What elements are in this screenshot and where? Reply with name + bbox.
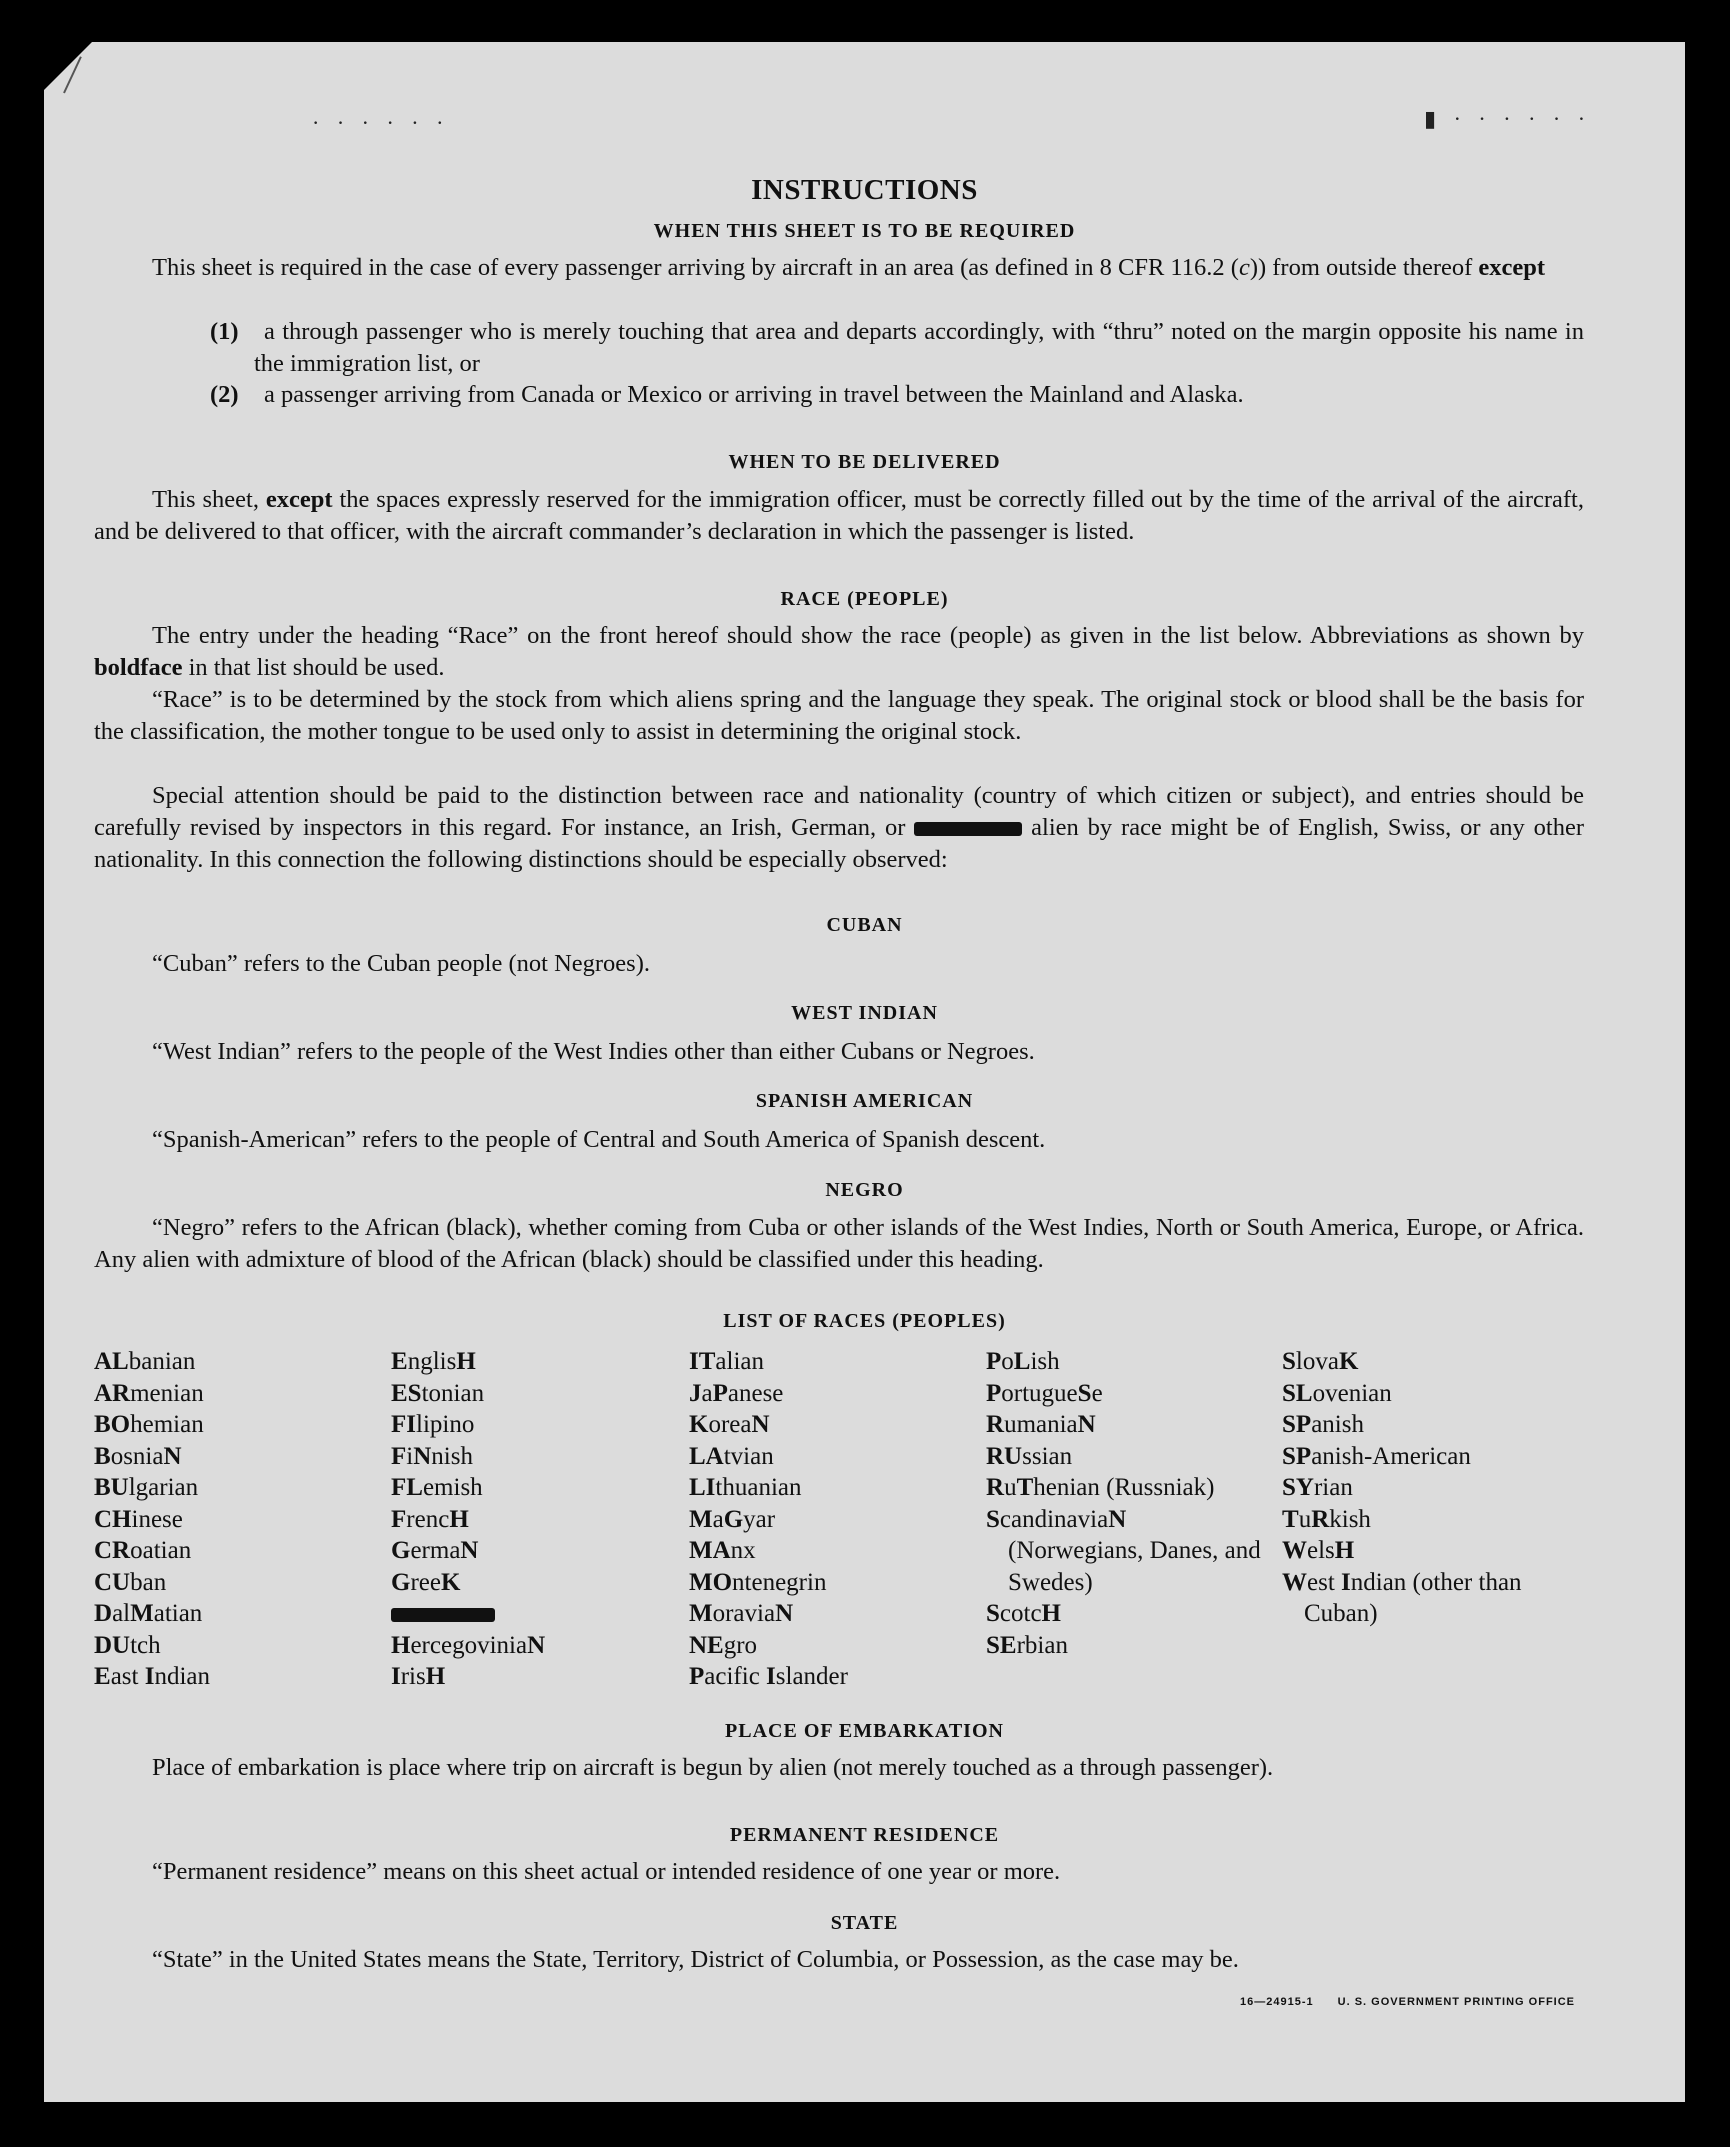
race-abbreviation: RU <box>986 1442 1023 1470</box>
race-entry <box>94 1346 384 1378</box>
race-entry <box>94 1378 384 1410</box>
race-entry <box>391 1598 681 1630</box>
race-entry <box>1282 1567 1552 1630</box>
race-name-text: acific <box>704 1663 767 1690</box>
race-name-text: alian <box>715 1348 764 1375</box>
list-number: (2) <box>210 381 239 408</box>
race-name-text: (Norwegians, Danes, and Swedes) <box>1008 1537 1261 1596</box>
race-abbreviation: BO <box>94 1411 131 1438</box>
race-name-text: renc <box>406 1505 450 1533</box>
race-name-text: ree <box>410 1568 441 1596</box>
race-abbreviation: R <box>986 1474 1005 1501</box>
race-entry <box>689 1504 979 1536</box>
race-name-text: henian (Russniak) <box>1033 1474 1215 1501</box>
heading-state: STATE <box>830 1912 899 1934</box>
races-column-4 <box>986 1346 1266 1661</box>
race-abbreviation: FI <box>391 1411 416 1438</box>
race-name-text: tonian <box>421 1379 485 1407</box>
race-abbreviation: NE <box>689 1631 724 1659</box>
race-name-text: anish-American <box>1311 1442 1471 1470</box>
race-abbreviation: AR <box>94 1379 131 1407</box>
race-entry <box>689 1630 979 1662</box>
race-name-text: menian <box>130 1379 204 1407</box>
race-name-text: cotc <box>999 1600 1042 1627</box>
race-entry <box>391 1409 681 1441</box>
race-abbreviation: T <box>1282 1505 1299 1533</box>
race-entry <box>391 1535 681 1567</box>
race-abbreviation: D <box>94 1600 113 1627</box>
race-abbreviation: B <box>94 1442 111 1470</box>
race-abbreviation: R <box>1311 1505 1330 1533</box>
race-name-text: tvian <box>723 1442 774 1470</box>
race-entry <box>689 1567 979 1599</box>
race-entry <box>1282 1346 1552 1378</box>
race-name-text: ercegovinia <box>410 1631 528 1659</box>
race-entry <box>391 1567 681 1599</box>
race-name-text: tch <box>130 1631 161 1659</box>
race-entry <box>391 1441 681 1473</box>
race-entry <box>1282 1504 1552 1536</box>
race-abbreviation: CH <box>94 1505 132 1533</box>
race-abbreviation: DU <box>94 1631 131 1659</box>
race-abbreviation: K <box>689 1411 709 1438</box>
spanish-american-paragraph: “Spanish-American” refers to the people of Central and South America of Spanish descent. <box>152 1126 1046 1153</box>
race-entry <box>986 1409 1266 1441</box>
heading-race: RACE (PEOPLE) <box>780 588 949 610</box>
race-abbreviation: J <box>689 1379 702 1407</box>
race-name-text: rbian <box>1016 1631 1068 1659</box>
race-entry <box>94 1661 384 1693</box>
race-entry <box>689 1472 979 1504</box>
race-name-text: ban <box>130 1568 167 1596</box>
race-entry <box>391 1472 681 1504</box>
race-abbreviation: H <box>391 1631 411 1659</box>
race-entry <box>94 1472 384 1504</box>
race-name-text: oatian <box>130 1537 192 1564</box>
embarkation-paragraph: Place of embarkation is place where trip on aircraft is begun by alien (not merely touched as a through passenger). <box>152 1754 1274 1781</box>
race-abbreviation: MA <box>689 1537 731 1564</box>
exception-item: a passenger arriving from Canada or Mexico or arriving in travel between the Mainland and Alaska. <box>264 381 1244 408</box>
race-abbreviation: ES <box>391 1379 422 1407</box>
race-abbreviation: I <box>391 1663 401 1690</box>
heading-negro: NEGRO <box>825 1179 904 1201</box>
race-abbreviation: H <box>449 1505 469 1533</box>
race-name-text: ast <box>110 1663 145 1690</box>
race-name-text: lova <box>1295 1348 1339 1375</box>
race-abbreviation: G <box>391 1537 411 1564</box>
heading-west-indian: WEST INDIAN <box>791 1002 938 1024</box>
race-abbreviation: P <box>712 1379 728 1407</box>
race-abbreviation: P <box>689 1663 705 1690</box>
race-abbreviation: CU <box>94 1568 131 1596</box>
race-abbreviation: BU <box>94 1474 129 1501</box>
race-abbreviation: S <box>986 1600 1000 1627</box>
race-abbreviation: W <box>1282 1537 1307 1564</box>
race-name-text: inese <box>131 1505 183 1533</box>
race-abbreviation: M <box>689 1505 713 1533</box>
race-abbreviation: G <box>723 1505 744 1533</box>
list-number: (1) <box>210 318 239 345</box>
race-name-text: umania <box>1004 1411 1078 1438</box>
race-name-text: lgarian <box>128 1474 199 1501</box>
heading-spanish-american: SPANISH AMERICAN <box>755 1090 974 1112</box>
race-paragraph-1: The entry under the heading “Race” on the front hereof should show the race (people) as given in the list below. Abbreviations as shown by boldface in that list should be used. <box>94 622 1584 681</box>
redaction-mark <box>391 1608 495 1622</box>
race-abbreviation: L <box>1013 1348 1031 1375</box>
race-abbreviation: SE <box>986 1631 1017 1659</box>
race-entry <box>94 1598 384 1630</box>
heading-embarkation: PLACE OF EMBARKATION <box>725 1720 1004 1742</box>
west-indian-paragraph: “West Indian” refers to the people of the West Indies other than either Cubans or Negroes. <box>152 1038 1035 1065</box>
race-abbreviation: FL <box>391 1474 423 1501</box>
footer-imprint <box>1216 1996 1575 2008</box>
race-abbreviation: H <box>425 1663 446 1690</box>
race-name-text: emish <box>422 1474 483 1501</box>
race-entry <box>391 1630 681 1662</box>
race-abbreviation: CR <box>94 1537 131 1564</box>
race-abbreviation: SP <box>1282 1411 1312 1438</box>
race-abbreviation: AL <box>94 1348 129 1375</box>
race-entry <box>689 1441 979 1473</box>
scan-specks-left: · · · · · · <box>312 110 450 135</box>
document-page <box>44 42 1685 2102</box>
exception-item: a through passenger who is merely touching that area and departs accordingly, with “thru” noted on the margin opposite his name in the immigration list, or <box>254 318 1584 377</box>
race-name-text: lipino <box>416 1411 475 1438</box>
race-entry <box>986 1441 1266 1473</box>
race-entry <box>1282 1378 1552 1410</box>
race-abbreviation: S <box>1077 1379 1092 1407</box>
race-abbreviation: N <box>1108 1505 1127 1533</box>
race-abbreviation: SP <box>1282 1442 1312 1470</box>
race-abbreviation: W <box>1282 1568 1307 1596</box>
race-abbreviation: N <box>775 1600 794 1627</box>
race-name-text: a <box>701 1379 713 1407</box>
race-entry <box>986 1598 1266 1630</box>
races-column-5 <box>1282 1346 1552 1630</box>
race-name-text: ovenian <box>1312 1379 1392 1407</box>
race-abbreviation: S <box>986 1505 1000 1533</box>
race-entry <box>94 1567 384 1599</box>
race-abbreviation: N <box>1077 1411 1096 1438</box>
race-abbreviation: I <box>766 1663 776 1690</box>
race-name-text: oravia <box>712 1600 776 1627</box>
race-abbreviation: N <box>460 1537 479 1564</box>
race-name-text: i <box>406 1442 414 1470</box>
races-column-3 <box>689 1346 979 1693</box>
race-abbreviation: N <box>413 1442 432 1470</box>
race-entry <box>94 1630 384 1662</box>
race-entry <box>391 1378 681 1410</box>
race-name-text: a <box>712 1505 724 1533</box>
race-name-text: ortugue <box>1001 1379 1078 1407</box>
race-name-text: u <box>1004 1474 1017 1501</box>
heading-list-of-races: LIST OF RACES (PEOPLES) <box>723 1310 1006 1332</box>
race-entry <box>689 1661 979 1693</box>
race-entry <box>689 1409 979 1441</box>
race-abbreviation: E <box>391 1348 408 1375</box>
race-entry <box>986 1472 1266 1504</box>
race-entry <box>391 1661 681 1693</box>
race-entry <box>689 1535 979 1567</box>
race-entry <box>1282 1472 1552 1504</box>
race-name-text: nglis <box>407 1348 457 1375</box>
residence-paragraph: “Permanent residence” means on this sheet actual or intended residence of one year or more. <box>152 1858 1061 1885</box>
race-name-text: ssian <box>1022 1442 1073 1470</box>
race-abbreviation: P <box>986 1348 1002 1375</box>
delivered-paragraph: This sheet, except the spaces expressly reserved for the immigration officer, must be correctly filled out by the time of the arrival of the aircraft, and be delivered to that officer, with the aircraft commander’s declaration in which the passenger is listed. <box>94 486 1584 545</box>
race-name-text: est <box>1307 1568 1342 1596</box>
race-name-text: ish <box>1030 1348 1060 1375</box>
race-entry <box>986 1346 1266 1378</box>
race-entry <box>94 1535 384 1567</box>
race-abbreviation: H <box>1041 1600 1061 1627</box>
race-name-text: candinavia <box>999 1505 1109 1533</box>
negro-paragraph: “Negro” refers to the African (black), whether coming from Cuba or other islands of the West Indies, North or South America, Europe, or Africa. Any alien with admixture of blood of the African (black) should be classified under this heading. <box>94 1214 1584 1273</box>
race-abbreviation: IT <box>689 1348 716 1375</box>
state-paragraph: “State” in the United States means the State, Territory, District of Columbia, or Possession, as the case may be. <box>152 1946 1239 1973</box>
races-column-1 <box>94 1346 384 1693</box>
required-intro: This sheet is required in the case of every passenger arriving by aircraft in an area (as defined in 8 CFR 116.2 (c)) from outside thereof except <box>152 254 1546 281</box>
race-name-text: e <box>1091 1379 1103 1407</box>
race-entry <box>391 1504 681 1536</box>
race-entry <box>391 1346 681 1378</box>
race-abbreviation: R <box>986 1411 1005 1438</box>
race-name-text: o <box>1001 1348 1014 1375</box>
race-name-text: yar <box>743 1505 776 1533</box>
race-paragraph-3: Special attention should be paid to the distinction between race and nationality (country of which citizen or subject), and entries should be carefully revised by inspectors in this regard. For instance, an Irish, German, or alien by race might be of English, Swiss, or any other nationality. In this connection the following distinctions should be especially observed: <box>94 782 1584 873</box>
race-name-text: banian <box>128 1348 196 1375</box>
form-number: 16—24915-1 <box>1240 1996 1314 2008</box>
race-paragraph-2: “Race” is to be determined by the stock from which aliens spring and the language they speak. The original stock or blood shall be the basis for the classification, the mother tongue to be used only to assist in determining the original stock. <box>94 686 1584 745</box>
scan-specks-right: ▮ · · · · · · <box>1424 106 1592 131</box>
race-name-text: ntenegrin <box>732 1568 827 1596</box>
race-entry <box>94 1409 384 1441</box>
race-name-text: rian <box>1313 1474 1353 1501</box>
race-name-text: al <box>112 1600 131 1627</box>
race-abbreviation: I <box>144 1663 155 1690</box>
race-entry <box>689 1598 979 1630</box>
race-abbreviation: G <box>391 1568 411 1596</box>
race-entry <box>689 1378 979 1410</box>
race-abbreviation: MO <box>689 1568 733 1596</box>
race-abbreviation: T <box>1016 1474 1034 1501</box>
heading-required: WHEN THIS SHEET IS TO BE REQUIRED <box>653 220 1076 242</box>
race-abbreviation: N <box>751 1411 770 1438</box>
race-name-text: gro <box>723 1631 758 1659</box>
heading-cuban: CUBAN <box>826 914 903 936</box>
race-entry <box>1282 1535 1552 1567</box>
page-title: INSTRUCTIONS <box>751 174 978 206</box>
race-abbreviation: M <box>130 1600 154 1627</box>
race-abbreviation: K <box>1338 1348 1359 1375</box>
race-name-text: nish <box>431 1442 473 1470</box>
race-abbreviation: LA <box>689 1442 724 1470</box>
race-name-text: ris <box>400 1663 426 1690</box>
race-name-text: atian <box>153 1600 203 1627</box>
race-entry <box>689 1346 979 1378</box>
race-abbreviation: I <box>1341 1568 1351 1596</box>
race-abbreviation: M <box>689 1600 713 1627</box>
race-abbreviation: N <box>163 1442 182 1470</box>
race-abbreviation: P <box>986 1379 1002 1407</box>
race-name-text: slander <box>775 1663 848 1690</box>
race-name-text: u <box>1298 1505 1312 1533</box>
race-entry <box>94 1504 384 1536</box>
printer-imprint: U. S. GOVERNMENT PRINTING OFFICE <box>1337 1996 1575 2008</box>
race-name-text: ndian (other than Cuban) <box>1304 1568 1522 1627</box>
race-name-text: kish <box>1329 1505 1371 1533</box>
race-name-text: els <box>1307 1537 1335 1564</box>
race-abbreviation: LI <box>689 1474 716 1501</box>
race-abbreviation: SY <box>1282 1474 1314 1501</box>
race-abbreviation: N <box>527 1631 546 1659</box>
race-abbreviation: SL <box>1282 1379 1313 1407</box>
heading-delivered: WHEN TO BE DELIVERED <box>728 451 1001 473</box>
race-abbreviation: H <box>1334 1537 1355 1564</box>
heading-permanent-residence: PERMANENT RESIDENCE <box>729 1824 1000 1846</box>
redaction-mark <box>914 822 1022 836</box>
race-name-text: erma <box>410 1537 461 1564</box>
race-abbreviation: F <box>391 1442 407 1470</box>
race-entry <box>94 1441 384 1473</box>
cuban-paragraph: “Cuban” refers to the Cuban people (not Negroes). <box>152 950 650 977</box>
race-name-text: ndian <box>154 1663 210 1690</box>
race-entry <box>986 1504 1266 1599</box>
race-abbreviation: K <box>440 1568 461 1596</box>
race-name-text: osnia <box>110 1442 164 1470</box>
race-name-text: thuanian <box>715 1474 802 1501</box>
race-abbreviation: F <box>391 1505 407 1533</box>
race-entry <box>1282 1409 1552 1441</box>
race-name-text: orea <box>708 1411 752 1438</box>
race-name-text: anish <box>1311 1411 1364 1438</box>
race-abbreviation: S <box>1282 1348 1296 1375</box>
race-entry <box>986 1378 1266 1410</box>
race-abbreviation: H <box>456 1348 476 1375</box>
race-name-text: anese <box>727 1379 784 1407</box>
race-abbreviation: E <box>94 1663 111 1690</box>
race-entry <box>1282 1441 1552 1473</box>
race-name-text: hemian <box>130 1411 204 1438</box>
race-entry <box>986 1630 1266 1662</box>
race-name-text: nx <box>730 1537 756 1564</box>
races-column-2 <box>391 1346 681 1693</box>
